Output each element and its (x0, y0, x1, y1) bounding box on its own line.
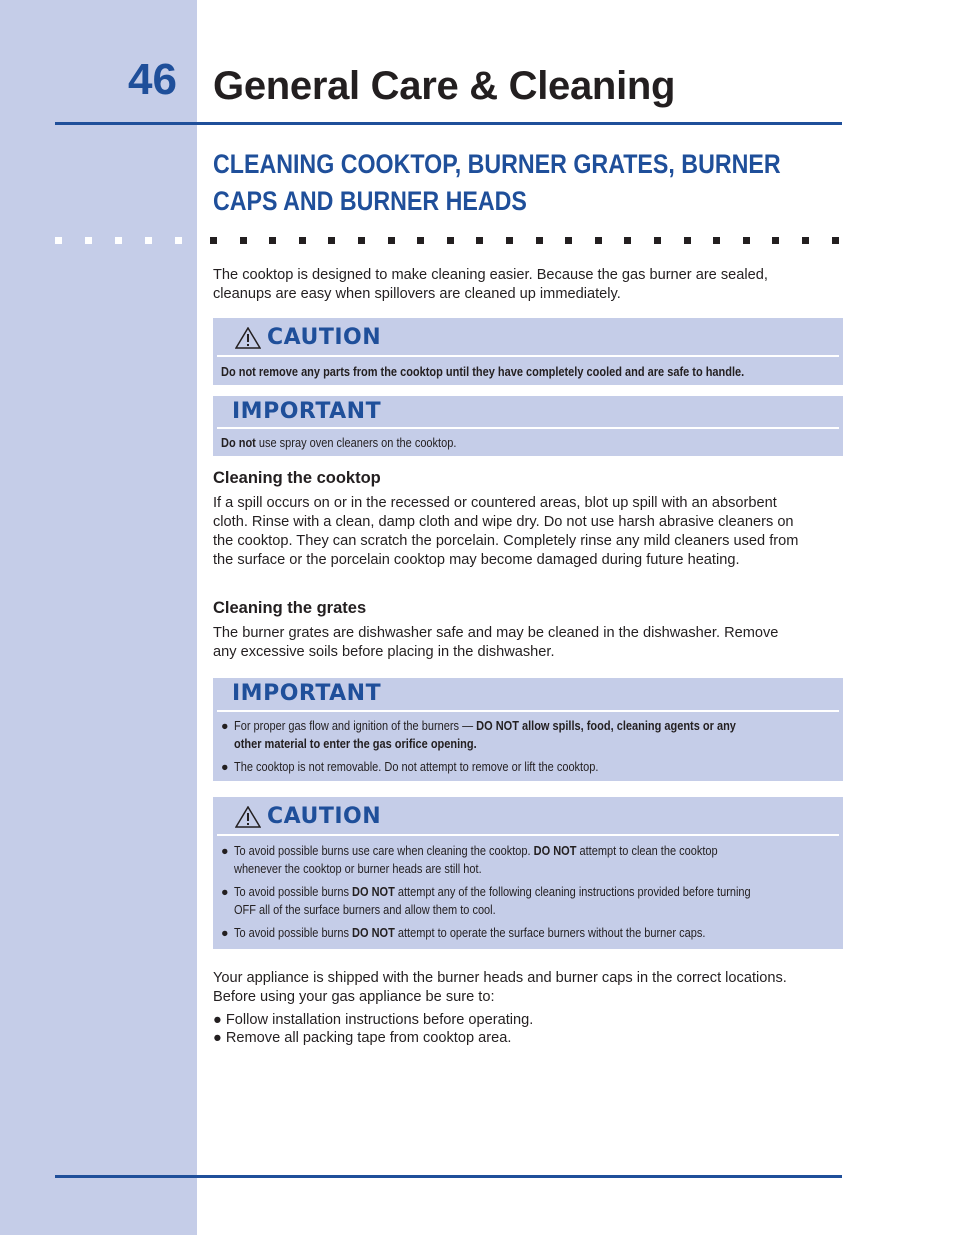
cooktop-line-2: cloth. Rinse with a clean, damp cloth and wipe dry. Do not use harsh abrasive cleaners on (213, 514, 794, 530)
page-title: General Care & Cleaning (213, 64, 676, 108)
divider-dot (240, 237, 247, 244)
grates-heading: Cleaning the grates (213, 599, 367, 617)
divider-dot (802, 237, 809, 244)
cooktop-line-4: the surface or the porcelain cooktop may become damaged during future heating. (213, 552, 740, 568)
divider-dot (447, 237, 454, 244)
caution-2-item-1-a: To avoid possible burns use care when cleaning the cooktop. (234, 844, 534, 858)
warning-triangle-icon (235, 806, 261, 828)
divider-dot (772, 237, 779, 244)
closing-line-2: Before using your gas appliance be sure to: (213, 989, 495, 1005)
divider-dot (358, 237, 365, 244)
caution-1-sentence: Do not remove any parts from the cooktop until they have completely cooled and are safe to handle. (221, 365, 745, 379)
cooktop-line-1: If a spill occurs on or in the recessed or countered areas, blot up spill with an absorbent (213, 495, 777, 511)
section-title-line-2: CAPS AND BURNER HEADS (213, 186, 527, 216)
list-item (221, 883, 835, 919)
divider-dot (654, 237, 661, 244)
divider-dot (85, 237, 92, 244)
important-2-item-1-a: For proper gas flow and ignition of the burners — (234, 719, 477, 733)
sidebar-band (0, 0, 197, 1235)
list-item: ● Remove all packing tape from cooktop area. (213, 1030, 512, 1046)
divider-dot (713, 237, 720, 244)
section-title (213, 146, 815, 220)
caution-box-1 (213, 318, 843, 385)
bullet-icon: ● (221, 885, 229, 899)
divider-dot (743, 237, 750, 244)
cooktop-paragraph (213, 494, 838, 570)
footer-rule (55, 1175, 842, 1178)
caution-label: CAUTION (267, 804, 382, 829)
divider-dot (299, 237, 306, 244)
caution-2-item-3-c: attempt to operate the surface burners without the burner caps. (394, 926, 706, 940)
divider-dot (476, 237, 483, 244)
important-box-2 (213, 678, 843, 781)
important-1-rest: use spray oven cleaners on the cooktop. (255, 436, 457, 450)
caution-2-item-2-a: To avoid possible burns (234, 885, 353, 899)
divider-dot (210, 237, 217, 244)
grates-line-2: any excessive soils before placing in the dishwasher. (213, 644, 555, 660)
cooktop-heading: Cleaning the cooktop (213, 469, 381, 487)
list-item (221, 717, 835, 753)
list-item: ● Follow installation instructions before operating. (213, 1012, 534, 1028)
intro-line-2: cleanups are easy when spillovers are cleaned up immediately. (213, 286, 621, 302)
important-label: IMPORTANT (232, 399, 382, 424)
caution-2-item-2-d: OFF all of the surface burners and allow them to cool. (234, 903, 496, 917)
grates-paragraph (213, 624, 838, 662)
caution-2-item-2-c: attempt any of the following cleaning instructions provided before turning (394, 885, 751, 899)
divider-dot (565, 237, 572, 244)
divider-dot (388, 237, 395, 244)
caution-2-item-3-a: To avoid possible burns (234, 926, 353, 940)
page-number: 46 (128, 55, 177, 104)
important-1-text (221, 434, 835, 452)
divider-dot (624, 237, 631, 244)
caution-2-list (221, 842, 835, 947)
bullet-icon: ● (221, 926, 229, 940)
divider-dot (417, 237, 424, 244)
list-item (221, 924, 835, 942)
caution-2-item-3-b: DO NOT (352, 926, 395, 940)
divider-dot (595, 237, 602, 244)
divider-dot (684, 237, 691, 244)
bullet-icon: ● (221, 719, 229, 733)
important-box-2-header (217, 678, 839, 712)
caution-box-2 (213, 797, 843, 949)
divider-dot (536, 237, 543, 244)
caution-1-text (221, 363, 835, 381)
important-box-1-header (217, 396, 839, 429)
cooktop-line-3: the cooktop. They can scratch the porcelain. Completely rinse any mild cleaners used from (213, 533, 799, 549)
important-1-bold: Do not (221, 436, 256, 450)
closing-paragraph (213, 969, 838, 1007)
caution-label: CAUTION (267, 325, 382, 350)
list-item (221, 758, 835, 776)
closing-line-1: Your appliance is shipped with the burner heads and burner caps in the correct locations. (213, 970, 787, 986)
divider-dot (506, 237, 513, 244)
bullet-icon: ● (221, 844, 229, 858)
caution-box-1-header (217, 318, 839, 357)
caution-2-item-1-d: whenever the cooktop or burner heads are still hot. (234, 862, 482, 876)
divider-dot (55, 237, 62, 244)
caution-2-item-1-c: attempt to clean the cooktop (576, 844, 718, 858)
important-2-item-1-c: other material to enter the gas orifice opening. (234, 737, 477, 751)
important-box-1 (213, 396, 843, 456)
caution-box-2-header (217, 797, 839, 836)
section-title-line-1: CLEANING COOKTOP, BURNER GRATES, BURNER (213, 149, 781, 179)
bullet-icon: ● (221, 760, 229, 774)
divider-dot (328, 237, 335, 244)
dotted-divider (55, 237, 842, 245)
important-label: IMPORTANT (232, 681, 382, 706)
divider-dot (269, 237, 276, 244)
divider-dot (145, 237, 152, 244)
closing-list (213, 1011, 533, 1047)
intro-paragraph (213, 266, 838, 304)
divider-dot (115, 237, 122, 244)
intro-line-1: The cooktop is designed to make cleaning easier. Because the gas burner are sealed, (213, 267, 768, 283)
divider-dot (832, 237, 839, 244)
important-2-item-1-b: DO NOT allow spills, food, cleaning agents or any (476, 719, 736, 733)
caution-2-item-1-b: DO NOT (533, 844, 577, 858)
list-item (221, 842, 835, 878)
grates-line-1: The burner grates are dishwasher safe and may be cleaned in the dishwasher. Remove (213, 625, 779, 641)
important-2-item-2: The cooktop is not removable. Do not attempt to remove or lift the cooktop. (234, 760, 599, 774)
important-2-list (221, 717, 835, 781)
warning-triangle-icon (235, 327, 261, 349)
caution-2-item-2-b: DO NOT (352, 885, 395, 899)
divider-dot (175, 237, 182, 244)
header-rule (55, 122, 842, 125)
